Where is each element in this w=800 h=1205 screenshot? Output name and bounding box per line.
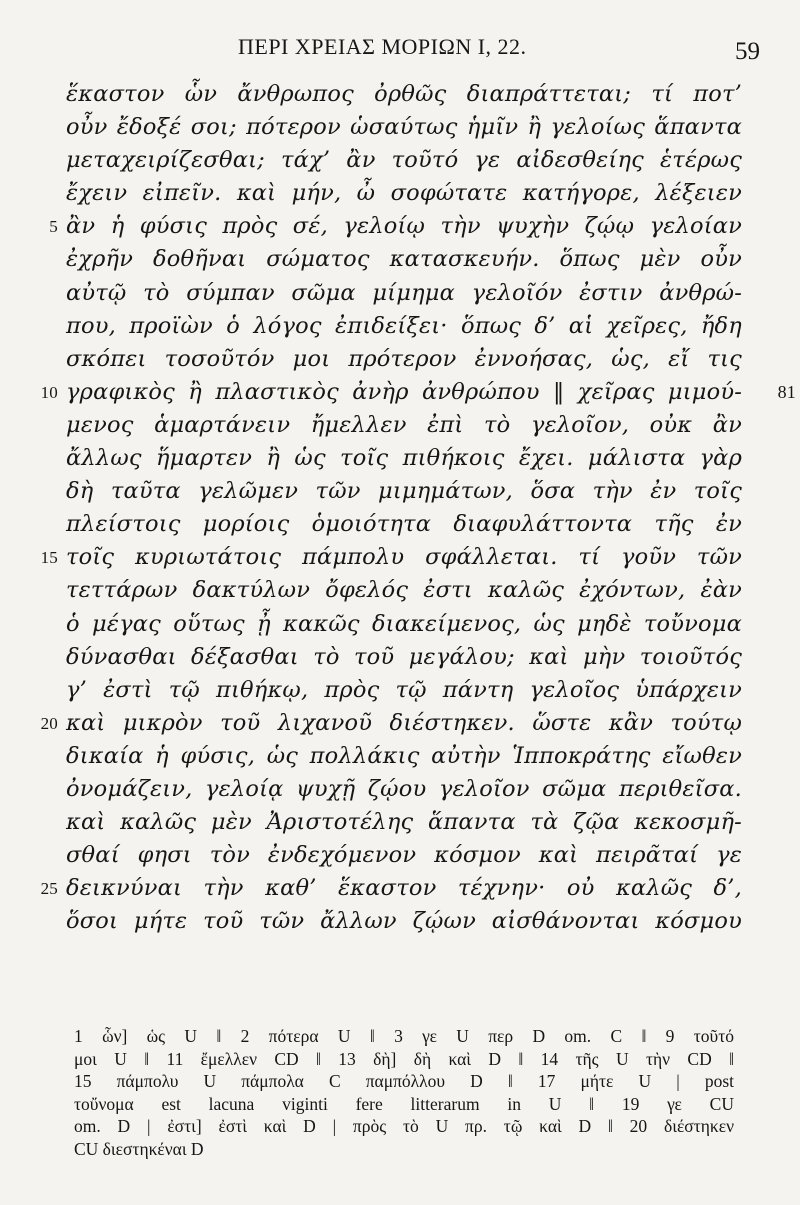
text-line bbox=[66, 608, 742, 641]
line-text: δὴ ταῦτα γελῶμεν τῶν μιμημάτων, ὅσα τὴν ἐν τοῖς bbox=[66, 478, 742, 505]
text-line bbox=[66, 78, 742, 111]
line-text: ἐχρῆν δοθῆναι σώματος κατασκευήν. ὅπως μὲν οὖν bbox=[66, 246, 742, 273]
text-line bbox=[40, 376, 796, 409]
text-line bbox=[66, 674, 742, 707]
line-text: ὁ μέγας οὕτως ᾖ κακῶς διακείμενος, ὡς μηδὲ τοὔνομα bbox=[66, 610, 742, 637]
line-text: τοῖς κυριωτάτοις πάμπολυ σφάλλεται. τί γοῦν τῶν bbox=[66, 544, 742, 571]
apparatus-text: τοὔνομα est lacuna viginti fere litterarum in U ‖ 19 γε CU bbox=[74, 1093, 734, 1114]
line-text: δικαία ἡ φύσις, ὡς πολλάκις αὐτὴν Ἱπποκράτης εἴωθεν bbox=[66, 742, 742, 769]
apparatus-line bbox=[74, 1025, 734, 1048]
apparatus-text: μοι U ‖ 11 ἔμελλεν CD ‖ 13 δὴ] δὴ καὶ D ‖ 14 τῆς U τὴν CD ‖ bbox=[74, 1048, 734, 1069]
line-number: 5 bbox=[49, 217, 58, 237]
text-line bbox=[66, 343, 742, 376]
text-line bbox=[66, 839, 742, 872]
line-text: ἄλλως ἥμαρτεν ἢ ὡς τοῖς πιθήκοις ἔχει. μάλιστα γὰρ bbox=[66, 445, 742, 472]
line-number: 20 bbox=[40, 713, 58, 733]
page-number: 59 bbox=[735, 38, 760, 65]
text-line bbox=[66, 574, 742, 607]
line-text: δεικνύναι τὴν καθ’ ἕκαστον τέχνην· οὐ καλῶς δ’, bbox=[66, 875, 742, 902]
text-line bbox=[66, 773, 742, 806]
line-text: ἂν ἡ φύσις πρὸς σέ, γελοίῳ τὴν ψυχὴν ζῴῳ γελοίαν bbox=[66, 213, 742, 240]
text-line bbox=[66, 905, 742, 938]
line-text: δύνασθαι δέξασθαι τὸ τοῦ μεγάλου; καὶ μὴν τοιοῦτός bbox=[66, 643, 742, 670]
line-text: ἔχειν εἰπεῖν. καὶ μήν, ὦ σοφώτατε κατήγορε, λέξειεν bbox=[66, 180, 742, 207]
text-line bbox=[66, 144, 742, 177]
text-line bbox=[40, 541, 742, 574]
line-text: σθαί φησι τὸν ἐνδεχόμενον κόσμον καὶ πειρᾶταί γε bbox=[66, 842, 742, 869]
critical-apparatus bbox=[74, 1025, 734, 1160]
text-line bbox=[66, 806, 742, 839]
apparatus-line bbox=[74, 1048, 734, 1071]
line-text: γραφικὸς ἢ πλαστικὸς ἀνὴρ ἀνθρώπου ‖ χεῖρας μιμού- bbox=[66, 378, 742, 405]
line-text: καὶ καλῶς μὲν Ἀριστοτέλης ἅπαντα τὰ ζῷα κεκοσμῆ- bbox=[66, 809, 742, 836]
apparatus-text: 15 πάμπολυ U πάμπολα C παμπόλλου D ‖ 17 μήτε U | post bbox=[74, 1071, 734, 1091]
text-line bbox=[40, 707, 742, 740]
line-text: μενος ἁμαρτάνειν ἤμελλεν ἐπὶ τὸ γελοῖον, οὐκ ἂν bbox=[66, 411, 742, 438]
text-line bbox=[49, 210, 742, 243]
text-line bbox=[66, 442, 742, 475]
text-line bbox=[66, 177, 742, 210]
apparatus-text: CU διεστηκέναι D bbox=[74, 1138, 204, 1159]
line-text: που, προϊὼν ὁ λόγος ἐπιδείξει· ὅπως δ’ αἱ χεῖρες, ἤδη bbox=[66, 312, 742, 339]
text-line bbox=[66, 641, 742, 674]
text-line bbox=[66, 740, 742, 773]
line-text: γ’ ἐστὶ τῷ πιθήκῳ, πρὸς τῷ πάντη γελοῖος ὑπάρχειν bbox=[66, 676, 742, 703]
line-text: τεττάρων δακτύλων ὄφελός ἐστι καλῶς ἐχόντων, ἐὰν bbox=[66, 577, 742, 604]
text-line bbox=[66, 409, 742, 442]
line-number: 10 bbox=[40, 382, 58, 402]
apparatus-line bbox=[74, 1070, 734, 1093]
line-text: καὶ μικρὸν τοῦ λιχανοῦ διέστηκεν. ὥστε κἂν τούτῳ bbox=[66, 709, 742, 736]
text-line bbox=[40, 872, 742, 905]
text-line bbox=[66, 310, 742, 343]
apparatus-text: 1 ὧν] ὡς U ‖ 2 πότερα U ‖ 3 γε U περ D om. C ‖ 9 τοῦτό bbox=[74, 1026, 734, 1046]
apparatus-line bbox=[74, 1093, 734, 1116]
line-text: οὖν ἔδοξέ σοι; πότερον ὡσαύτως ἡμῖν ἢ γελοίως ἅπαντα bbox=[66, 114, 742, 141]
line-text: μεταχειρίζεσθαι; τάχ’ ἂν τοῦτό γε αἰδεσθείης ἑτέρως bbox=[66, 147, 742, 174]
line-text: ἕκαστον ὧν ἄνθρωπος ὀρθῶς διαπράττεται; τί ποτ’ bbox=[66, 81, 742, 107]
line-text: ὅσοι μήτε τοῦ τῶν ἄλλων ζῴων αἰσθάνονται κόσμου bbox=[66, 908, 742, 935]
text-line bbox=[66, 243, 742, 276]
text-line bbox=[66, 508, 742, 541]
line-text: σκόπει τοσοῦτόν μοι πρότερον ἐννοήσας, ὡς, εἴ τις bbox=[66, 345, 742, 372]
main-text bbox=[40, 78, 796, 938]
text-line bbox=[66, 277, 742, 310]
apparatus-line bbox=[74, 1138, 734, 1161]
line-text: πλείστοις μορίοις ὁμοιότητα διαφυλάττοντα τῆς ἐν bbox=[66, 511, 742, 538]
text-line bbox=[66, 111, 742, 144]
running-head: ΠΕΡΙ ΧΡΕΙΑΣ ΜΟΡΙΩΝ Ι, 22. bbox=[238, 34, 527, 59]
margin-reference: 81 bbox=[777, 381, 796, 402]
apparatus-line bbox=[74, 1115, 734, 1138]
line-text: ὀνομάζειν, γελοίᾳ ψυχῇ ζῴου γελοῖον σῶμα περιθεῖσα. bbox=[66, 775, 742, 802]
line-number: 15 bbox=[40, 548, 58, 568]
text-line bbox=[66, 475, 742, 508]
line-text: αὐτῷ τὸ σύμπαν σῶμα μίμημα γελοῖόν ἐστιν ἀνθρώ- bbox=[66, 279, 742, 306]
apparatus-text: om. D | ἐστι] ἐστὶ καὶ D | πρὸς τὸ U πρ. τῷ καὶ D ‖ 20 διέστηκεν bbox=[74, 1116, 734, 1136]
line-number: 25 bbox=[40, 879, 58, 899]
